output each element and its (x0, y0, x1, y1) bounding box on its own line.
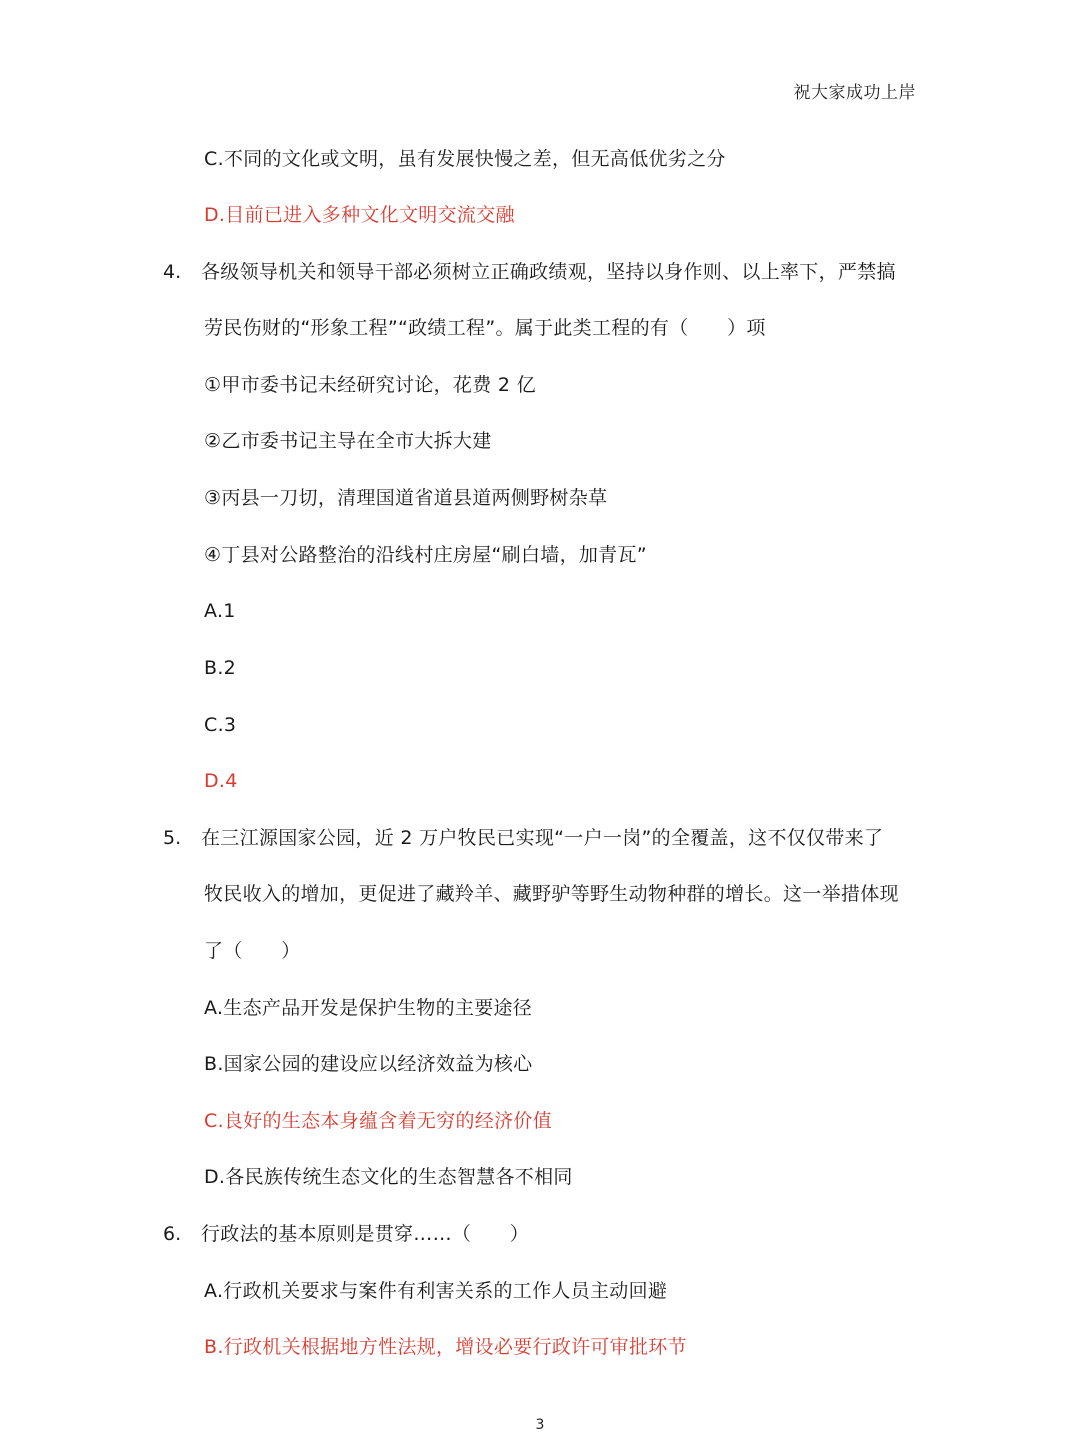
page-number: 3 (535, 1417, 545, 1433)
question-4-stem-line-1: 各级领导机关和领导干部必须树立正确政绩观，坚持以身作则、以上率下，严禁搞 (201, 261, 896, 283)
question-6-option-b-answer: B.行政机关根据地方性法规，增设必要行政许可审批环节 (204, 1336, 687, 1358)
question-4-item-3: ③丙县一刀切，清理国道省道县道两侧野树杂草 (204, 487, 608, 509)
prev-option-d-answer: D.目前已进入多种文化文明交流交融 (204, 204, 515, 226)
prev-option-c: C.不同的文化或文明，虽有发展快慢之差，但无高低优劣之分 (204, 148, 726, 170)
question-6-option-a: A.行政机关要求与案件有利害关系的工作人员主动回避 (204, 1280, 668, 1302)
question-4-option-b: B.2 (204, 657, 237, 679)
question-5-option-a: A.生态产品开发是保护生物的主要途径 (204, 997, 533, 1019)
question-4-option-c: C.3 (204, 714, 237, 736)
question-4-item-2: ②乙市委书记主导在全市大拆大建 (204, 430, 492, 452)
question-5-option-b: B.国家公园的建设应以经济效益为核心 (204, 1053, 533, 1075)
question-4-option-a: A.1 (204, 600, 236, 622)
question-4-stem-line-2: 劳民伤财的“形象工程”“政绩工程”。属于此类工程的有（ ）项 (204, 317, 766, 339)
question-5-stem-line-3: 了（ ） (204, 940, 301, 962)
question-5-number: 5. (163, 827, 182, 849)
question-5-option-c-answer: C.良好的生态本身蕴含着无穷的经济价值 (204, 1110, 553, 1132)
question-5-stem-line-1: 在三江源国家公园，近 2 万户牧民已实现“一户一岗”的全覆盖，这不仅仅带来了 (201, 827, 884, 849)
question-5-stem-line-2: 牧民收入的增加，更促进了藏羚羊、藏野驴等野生动物种群的增长。这一举措体现 (204, 883, 899, 905)
question-4-option-d-answer: D.4 (204, 770, 238, 792)
page-header: 祝大家成功上岸 (793, 83, 916, 103)
question-4-number: 4. (163, 261, 182, 283)
question-6-number: 6. (163, 1223, 182, 1245)
question-6-stem-line-1: 行政法的基本原则是贯穿……（ ） (201, 1223, 530, 1245)
question-4-item-1: ①甲市委书记未经研究讨论，花费 2 亿 (204, 374, 536, 396)
question-4-item-4: ④丁县对公路整治的沿线村庄房屋“刷白墙，加青瓦” (204, 544, 647, 566)
question-5-option-d: D.各民族传统生态文化的生态智慧各不相同 (204, 1166, 573, 1188)
